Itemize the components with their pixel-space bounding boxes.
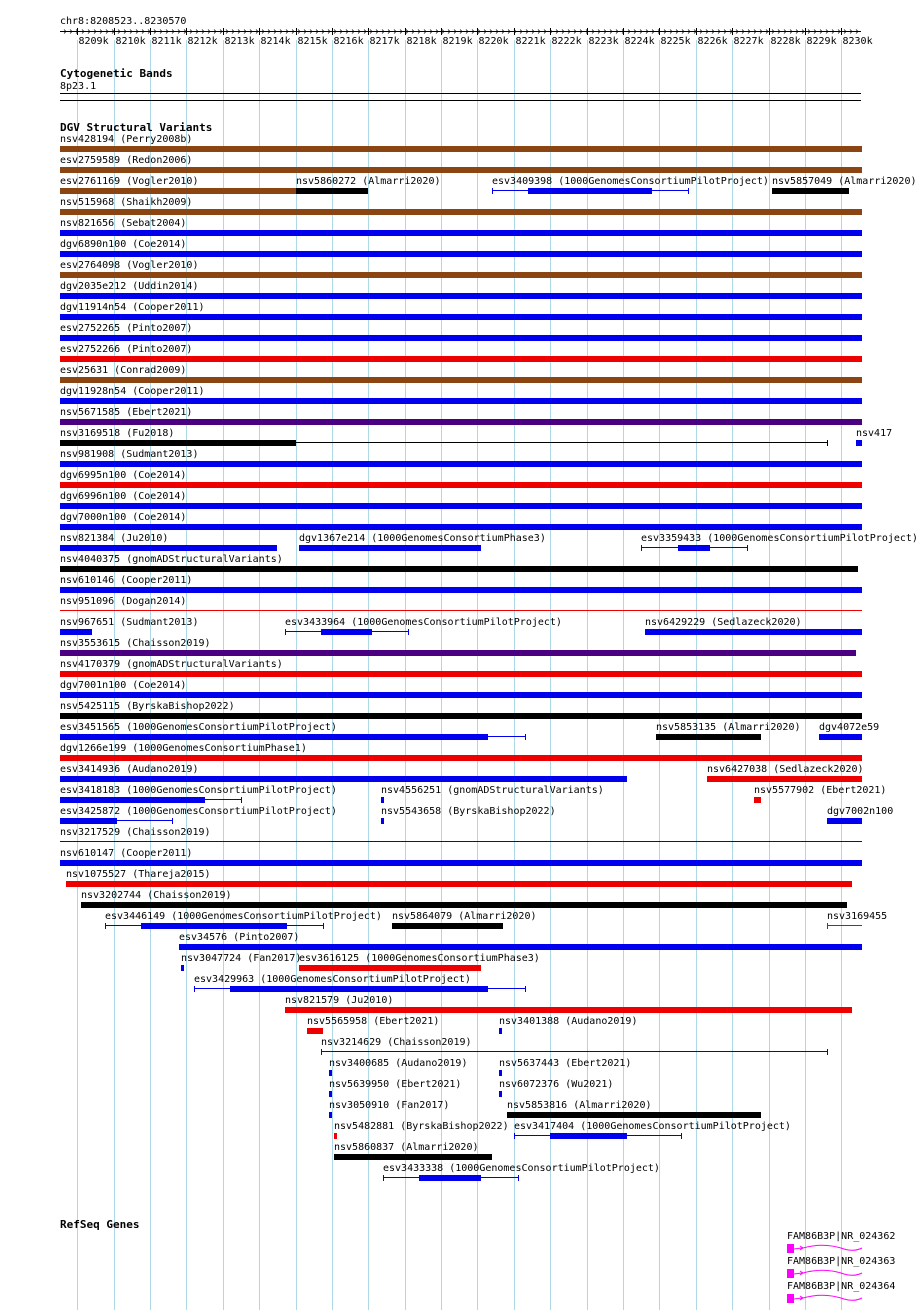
cytoband-top-line bbox=[60, 93, 861, 94]
ruler-tick-label: 8224k bbox=[624, 36, 655, 47]
gene-intron-line bbox=[794, 1268, 864, 1278]
dgv-variant-label[interactable]: nsv3047724 (Fan2017) bbox=[181, 953, 302, 964]
variant-bar bbox=[754, 797, 761, 803]
dgv-variant-label[interactable]: nsv4040375 (gnomADStructuralVariants) bbox=[60, 554, 283, 565]
variant-bar bbox=[60, 146, 862, 152]
variant-core-bar bbox=[419, 1175, 481, 1181]
gene-exon bbox=[787, 1244, 794, 1253]
dgv-variant-label[interactable]: nsv821384 (Ju2010) bbox=[60, 533, 169, 544]
variant-bar bbox=[60, 482, 862, 488]
dgv-variant-label[interactable]: nsv981908 (Sudmant2013) bbox=[60, 449, 199, 460]
refseq-gene-label[interactable]: FAM86B3P|NR_024362 bbox=[787, 1231, 896, 1242]
variant-start-tick bbox=[321, 1049, 322, 1055]
dgv-variant-label[interactable]: nsv821656 (Sebat2004) bbox=[60, 218, 187, 229]
variant-bar bbox=[60, 293, 862, 299]
variant-bar bbox=[60, 629, 92, 635]
variant-bar bbox=[60, 776, 627, 782]
ruler-tick-label: 8213k bbox=[224, 36, 255, 47]
dgv-variant-label[interactable]: nsv5577902 (Ebert2021) bbox=[754, 785, 887, 796]
dgv-variant-label[interactable]: nsv3217529 (Chaisson2019) bbox=[60, 827, 211, 838]
variant-bar bbox=[329, 1091, 332, 1097]
variant-start-tick bbox=[285, 629, 286, 635]
dgv-variant-label[interactable]: esv3409398 (1000GenomesConsortiumPilotProject) bbox=[492, 176, 769, 187]
ruler-tick-label: 8214k bbox=[260, 36, 291, 47]
variant-bar bbox=[827, 818, 862, 824]
ruler-tick-label: 8221k bbox=[515, 36, 546, 47]
dgv-variant-label[interactable]: esv2752266 (Pinto2007) bbox=[60, 344, 193, 355]
variant-bar bbox=[81, 902, 847, 908]
variant-bar bbox=[60, 356, 862, 362]
dgv-variant-label[interactable]: nsv5857049 (Almarri2020) bbox=[772, 176, 917, 187]
variant-bar bbox=[392, 923, 503, 929]
variant-bar bbox=[60, 314, 862, 320]
variant-bar bbox=[60, 566, 858, 572]
variant-bar bbox=[381, 797, 384, 803]
variant-bar bbox=[334, 1133, 337, 1139]
refseq-track-title: RefSeq Genes bbox=[60, 1218, 140, 1231]
dgv-variant-label[interactable]: nsv6427038 (Sedlazeck2020) bbox=[707, 764, 864, 775]
ruler-tick-label: 8216k bbox=[333, 36, 364, 47]
variant-end-tick bbox=[681, 1133, 682, 1139]
dgv-variant-label[interactable]: dgv4072e59 bbox=[819, 722, 880, 733]
variant-start-tick bbox=[827, 923, 828, 929]
ruler-tick-label: 8217k bbox=[369, 36, 400, 47]
variant-bar bbox=[60, 440, 296, 446]
dgv-variant-label[interactable]: nsv4170379 (gnomADStructuralVariants) bbox=[60, 659, 283, 670]
dgv-variant-label[interactable]: dgv2035e212 (Uddin2014) bbox=[60, 281, 199, 292]
dgv-variant-label[interactable]: dgv6890n100 (Coe2014) bbox=[60, 239, 187, 250]
dgv-variant-label[interactable]: dgv11928n54 (Cooper2011) bbox=[60, 386, 205, 397]
ruler-tick-label: 8227k bbox=[733, 36, 764, 47]
variant-end-tick bbox=[827, 1049, 828, 1055]
variant-bar bbox=[772, 188, 849, 194]
variant-bar bbox=[60, 335, 862, 341]
dgv-variant-label[interactable]: nsv821579 (Ju2010) bbox=[285, 995, 394, 1006]
variant-start-tick bbox=[194, 986, 195, 992]
variant-bar bbox=[60, 167, 862, 173]
variant-core-bar bbox=[230, 986, 488, 992]
variant-bar bbox=[507, 1112, 761, 1118]
variant-end-tick bbox=[518, 1175, 519, 1181]
variant-bar bbox=[60, 692, 862, 698]
variant-bar bbox=[707, 776, 862, 782]
variant-end-tick bbox=[525, 986, 526, 992]
dgv-variant-label[interactable]: nsv1075527 (Thareja2015) bbox=[66, 869, 211, 880]
variant-line bbox=[60, 841, 862, 842]
dgv-variant-label[interactable]: dgv7002n100 bbox=[827, 806, 894, 817]
dgv-variant-label[interactable]: esv3616125 (1000GenomesConsortiumPhase3) bbox=[299, 953, 540, 964]
dgv-variant-label[interactable]: esv34576 (Pinto2007) bbox=[179, 932, 300, 943]
variant-bar bbox=[60, 209, 862, 215]
dgv-variant-label[interactable]: nsv5543658 (ByrskaBishop2022) bbox=[381, 806, 556, 817]
variant-bar bbox=[299, 965, 481, 971]
ruler-tick-label: 8228k bbox=[770, 36, 801, 47]
variant-bar bbox=[60, 650, 856, 656]
variant-bar bbox=[60, 251, 862, 257]
dgv-variant-label[interactable]: esv2761169 (Vogler2010) bbox=[60, 176, 199, 187]
variant-end-tick bbox=[241, 797, 242, 803]
variant-end-tick bbox=[408, 629, 409, 635]
dgv-variant-label[interactable]: nsv5482881 (ByrskaBishop2022) bbox=[334, 1121, 509, 1132]
gene-exon bbox=[787, 1294, 794, 1303]
variant-core-bar bbox=[678, 545, 710, 551]
variant-bar bbox=[60, 860, 862, 866]
variant-bar bbox=[60, 524, 862, 530]
refseq-gene-label[interactable]: FAM86B3P|NR_024364 bbox=[787, 1281, 896, 1292]
variant-start-tick bbox=[514, 1133, 515, 1139]
dgv-variant-label[interactable]: nsv5853135 (Almarri2020) bbox=[656, 722, 801, 733]
gene-exon bbox=[787, 1269, 794, 1278]
dgv-variant-label[interactable]: nsv951096 (Dogan2014) bbox=[60, 596, 187, 607]
variant-bar bbox=[381, 818, 384, 824]
ruler-tick-label: 8226k bbox=[697, 36, 728, 47]
dgv-variant-label[interactable]: nsv5853816 (Almarri2020) bbox=[507, 1100, 652, 1111]
dgv-variant-label[interactable]: nsv967651 (Sudmant2013) bbox=[60, 617, 199, 628]
variant-core-bar bbox=[60, 734, 488, 740]
ruler-tick-label: 8220k bbox=[478, 36, 509, 47]
dgv-variant-label[interactable]: nsv6429229 (Sedlazeck2020) bbox=[645, 617, 802, 628]
dgv-variant-label[interactable]: esv3433338 (1000GenomesConsortiumPilotProject) bbox=[383, 1163, 660, 1174]
variant-end-tick bbox=[323, 923, 324, 929]
dgv-variant-label[interactable]: nsv3214629 (Chaisson2019) bbox=[321, 1037, 472, 1048]
ruler-tick-label: 8223k bbox=[588, 36, 619, 47]
dgv-variant-label[interactable]: esv3446149 (1000GenomesConsortiumPilotProject) bbox=[105, 911, 382, 922]
dgv-variant-label[interactable]: nsv5425115 (ByrskaBishop2022) bbox=[60, 701, 235, 712]
dgv-variant-label[interactable]: dgv7001n100 (Coe2014) bbox=[60, 680, 187, 691]
dgv-variant-label[interactable]: nsv515968 (Shaikh2009) bbox=[60, 197, 193, 208]
gene-intron-line bbox=[794, 1293, 864, 1303]
variant-bar bbox=[60, 587, 862, 593]
variant-core-bar bbox=[60, 818, 117, 824]
ruler-tick-label: 8225k bbox=[660, 36, 691, 47]
variant-core-bar bbox=[321, 629, 372, 635]
variant-bar bbox=[499, 1028, 502, 1034]
variant-bar bbox=[60, 377, 862, 383]
dgv-variant-label[interactable]: esv2759589 (Redon2006) bbox=[60, 155, 193, 166]
dgv-variant-label[interactable]: esv2752265 (Pinto2007) bbox=[60, 323, 193, 334]
variant-bar bbox=[299, 545, 481, 551]
variant-bar bbox=[499, 1070, 502, 1076]
dgv-variant-label[interactable]: nsv3401388 (Audano2019) bbox=[499, 1016, 638, 1027]
scale-ruler bbox=[0, 0, 890, 50]
variant-bar bbox=[819, 734, 862, 740]
variant-bar bbox=[60, 713, 862, 719]
variant-bar bbox=[60, 230, 862, 236]
dgv-variant-label[interactable]: nsv610147 (Cooper2011) bbox=[60, 848, 193, 859]
variant-bar bbox=[329, 1112, 332, 1118]
variant-start-tick bbox=[641, 545, 642, 551]
variant-core-bar bbox=[528, 188, 652, 194]
variant-core-bar bbox=[141, 923, 287, 929]
variant-start-tick bbox=[492, 188, 493, 194]
variant-core-bar bbox=[60, 797, 205, 803]
dgv-variant-label[interactable]: nsv3169455 bbox=[827, 911, 888, 922]
dgv-variant-label[interactable]: esv3359433 (1000GenomesConsortiumPilotProject) bbox=[641, 533, 918, 544]
dgv-variant-label[interactable]: nsv5860837 (Almarri2020) bbox=[334, 1142, 479, 1153]
region-label: chr8:8208523..8230570 bbox=[60, 16, 187, 27]
variant-span-line bbox=[296, 442, 827, 443]
ruler-tick-label: 8218k bbox=[406, 36, 437, 47]
dgv-variant-label[interactable]: nsv5637443 (Ebert2021) bbox=[499, 1058, 632, 1069]
dgv-variant-label[interactable]: nsv610146 (Cooper2011) bbox=[60, 575, 193, 586]
dgv-variant-label[interactable]: esv3418183 (1000GenomesConsortiumPilotProject) bbox=[60, 785, 337, 796]
dgv-variant-label[interactable]: esv25631 (Conrad2009) bbox=[60, 365, 187, 376]
dgv-variant-label[interactable]: esv3417404 (1000GenomesConsortiumPilotProject) bbox=[514, 1121, 791, 1132]
cytoband-bottom-line bbox=[60, 100, 861, 101]
dgv-variant-label[interactable]: nsv5639950 (Ebert2021) bbox=[329, 1079, 462, 1090]
variant-bar bbox=[60, 272, 862, 278]
variant-end-tick bbox=[525, 734, 526, 740]
dgv-variant-label[interactable]: dgv6996n100 (Coe2014) bbox=[60, 491, 187, 502]
variant-bar bbox=[66, 881, 852, 887]
dgv-variant-label[interactable]: nsv5565958 (Ebert2021) bbox=[307, 1016, 440, 1027]
variant-bar bbox=[499, 1091, 502, 1097]
variant-bar bbox=[856, 440, 862, 446]
gene-intron-line bbox=[794, 1243, 864, 1253]
variant-end-tick bbox=[827, 440, 828, 446]
variant-bar bbox=[60, 398, 862, 404]
variant-end-tick bbox=[747, 545, 748, 551]
ruler-tick-label: 8222k bbox=[551, 36, 582, 47]
variant-bar bbox=[60, 503, 862, 509]
variant-bar bbox=[329, 1070, 332, 1076]
dgv-variant-label[interactable]: nsv3202744 (Chaisson2019) bbox=[81, 890, 232, 901]
ruler-tick-label: 8230k bbox=[842, 36, 873, 47]
dgv-variant-label[interactable]: nsv5671585 (Ebert2021) bbox=[60, 407, 193, 418]
dgv-variant-label[interactable]: nsv417 bbox=[856, 428, 893, 439]
variant-bar bbox=[60, 755, 862, 761]
dgv-variant-label[interactable]: nsv3400685 (Audano2019) bbox=[329, 1058, 468, 1069]
ruler-tick-label: 8219k bbox=[442, 36, 473, 47]
ruler-tick-label: 8211k bbox=[151, 36, 182, 47]
variant-bar bbox=[60, 419, 862, 425]
variant-bar bbox=[656, 734, 761, 740]
variant-bar bbox=[296, 188, 368, 194]
variant-end-tick bbox=[172, 818, 173, 824]
variant-bar bbox=[307, 1028, 323, 1034]
dgv-variant-label[interactable]: dgv1367e214 (1000GenomesConsortiumPhase3) bbox=[299, 533, 546, 544]
dgv-variant-label[interactable]: esv3429963 (1000GenomesConsortiumPilotProject) bbox=[194, 974, 471, 985]
variant-start-tick bbox=[383, 1175, 384, 1181]
ruler-tick-label: 8229k bbox=[806, 36, 837, 47]
dgv-variant-label[interactable]: dgv7000n100 (Coe2014) bbox=[60, 512, 187, 523]
dgv-track-title: DGV Structural Variants bbox=[60, 121, 213, 134]
dgv-variant-label[interactable]: nsv3050910 (Fan2017) bbox=[329, 1100, 450, 1111]
dgv-variant-label[interactable]: nsv6072376 (Wu2021) bbox=[499, 1079, 614, 1090]
dgv-variant-label[interactable]: dgv6995n100 (Coe2014) bbox=[60, 470, 187, 481]
dgv-variant-label[interactable]: nsv5860272 (Almarri2020) bbox=[296, 176, 441, 187]
dgv-variant-label[interactable]: esv2764098 (Vogler2010) bbox=[60, 260, 199, 271]
variant-core-bar bbox=[550, 1133, 627, 1139]
dgv-variant-label[interactable]: nsv5864079 (Almarri2020) bbox=[392, 911, 537, 922]
dgv-variant-label[interactable]: nsv428194 (Perry2008b) bbox=[60, 134, 193, 145]
variant-bar bbox=[60, 545, 277, 551]
ruler-tick-label: 8209k bbox=[78, 36, 109, 47]
cytoband-track-title: Cytogenetic Bands bbox=[60, 67, 173, 80]
cytoband-label: 8p23.1 bbox=[60, 81, 97, 92]
variant-bar bbox=[60, 461, 862, 467]
dgv-variant-label[interactable]: nsv3169518 (Fu2018) bbox=[60, 428, 175, 439]
variant-end-tick bbox=[688, 188, 689, 194]
variant-bar bbox=[60, 188, 296, 194]
variant-line bbox=[60, 610, 862, 611]
variant-span-line bbox=[827, 925, 862, 926]
dgv-variant-label[interactable]: nsv4556251 (gnomADStructuralVariants) bbox=[381, 785, 604, 796]
ruler-tick-label: 8210k bbox=[115, 36, 146, 47]
variant-bar bbox=[60, 671, 862, 677]
ruler-tick-label: 8215k bbox=[297, 36, 328, 47]
dgv-variant-label[interactable]: esv3425872 (1000GenomesConsortiumPilotProject) bbox=[60, 806, 337, 817]
variant-bar bbox=[179, 944, 862, 950]
dgv-variant-label[interactable]: esv3433964 (1000GenomesConsortiumPilotProject) bbox=[285, 617, 562, 628]
dgv-variant-label[interactable]: dgv1266e199 (1000GenomesConsortiumPhase1) bbox=[60, 743, 307, 754]
dgv-variant-label[interactable]: dgv11914n54 (Cooper2011) bbox=[60, 302, 205, 313]
variant-bar bbox=[181, 965, 184, 971]
refseq-gene-label[interactable]: FAM86B3P|NR_024363 bbox=[787, 1256, 896, 1267]
ruler-tick-label: 8212k bbox=[187, 36, 218, 47]
variant-span-line bbox=[321, 1051, 827, 1052]
variant-bar bbox=[645, 629, 862, 635]
dgv-variant-label[interactable]: nsv3553615 (Chaisson2019) bbox=[60, 638, 211, 649]
dgv-variant-label[interactable]: esv3451565 (1000GenomesConsortiumPilotProject) bbox=[60, 722, 337, 733]
dgv-variant-label[interactable]: esv3414936 (Audano2019) bbox=[60, 764, 199, 775]
variant-bar bbox=[334, 1154, 492, 1160]
variant-bar bbox=[285, 1007, 852, 1013]
variant-start-tick bbox=[105, 923, 106, 929]
